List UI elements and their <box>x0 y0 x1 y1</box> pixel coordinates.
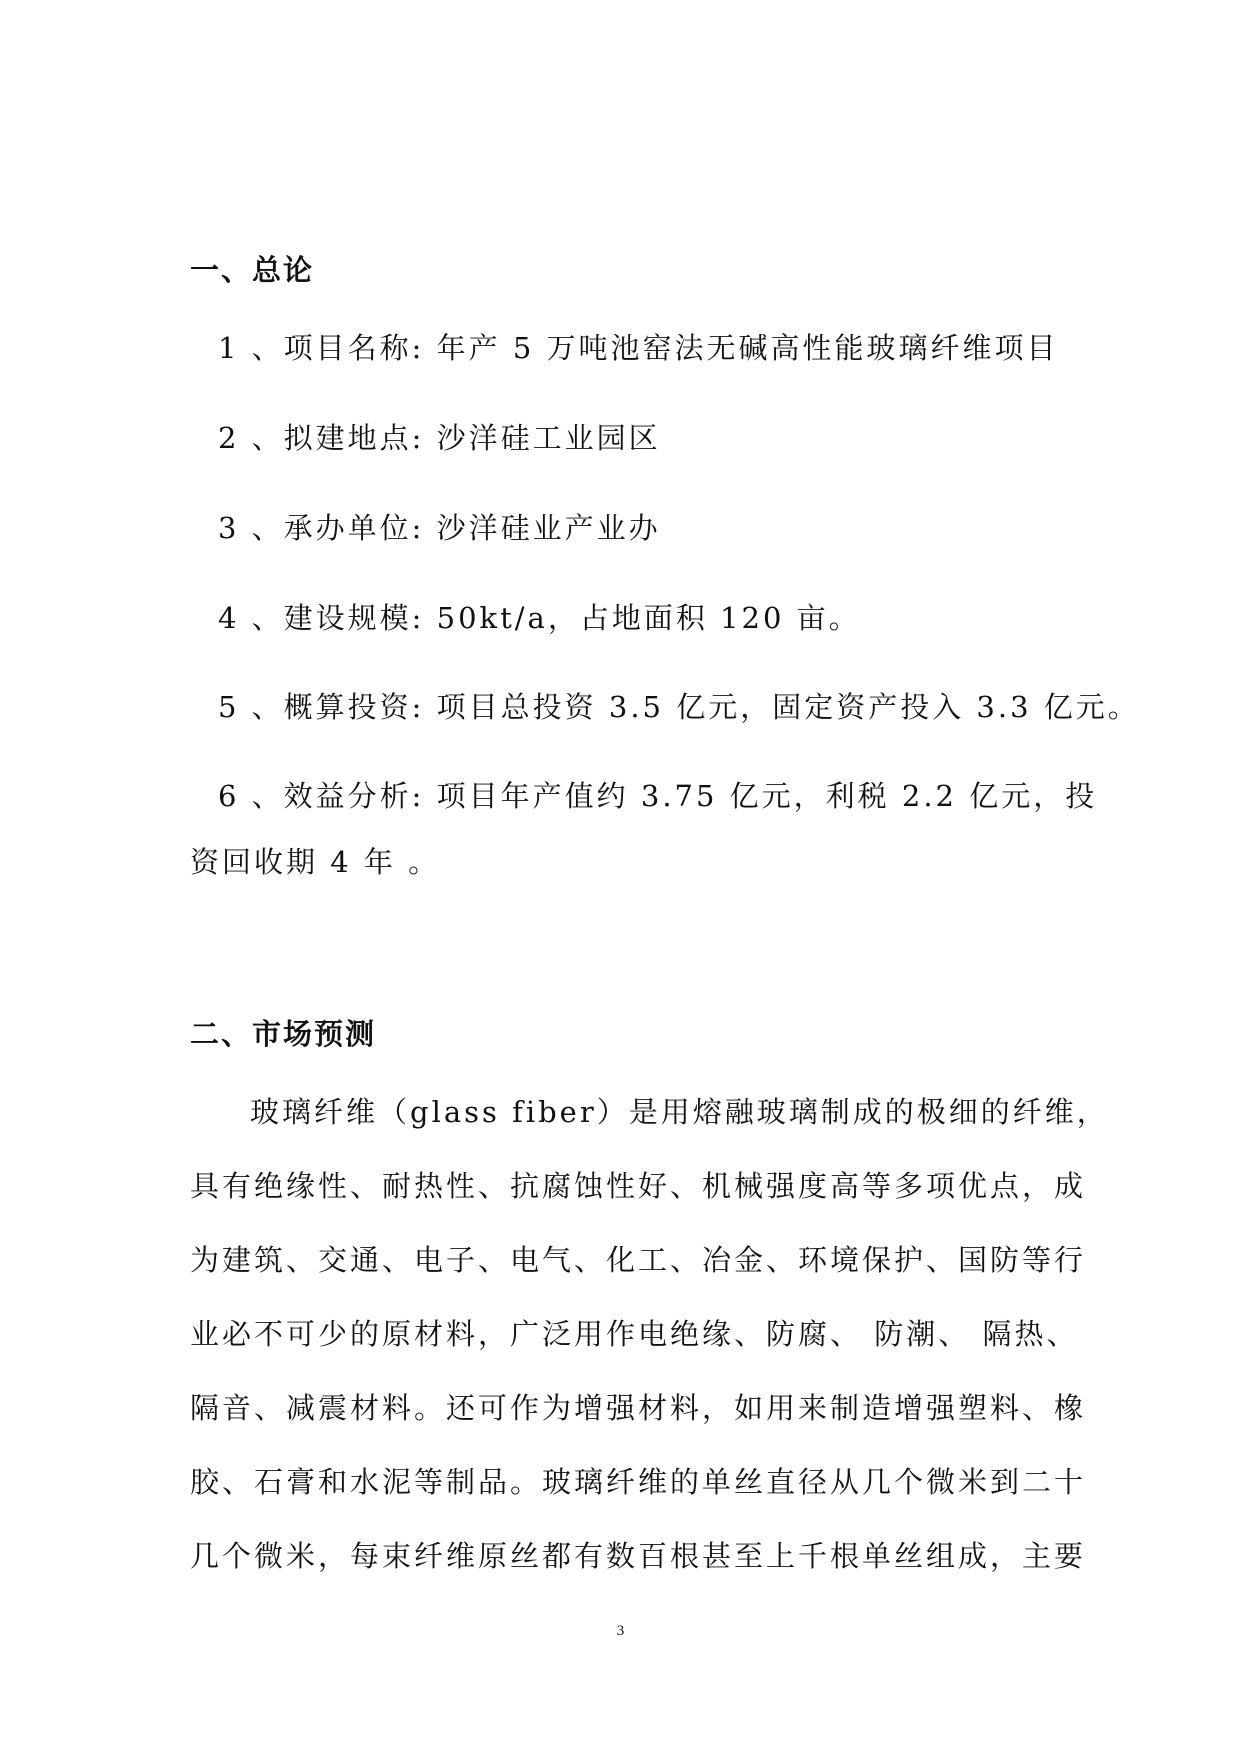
section-heading-market: 二、市场预测 <box>190 1017 377 1051</box>
item-scale: 4 、建设规模: 50kt/a，占地面积 120 亩。 <box>218 601 861 635</box>
paragraph-line: 业必不可少的原材料，广泛用作电绝缘、防腐、 防潮、 隔热、 <box>190 1317 1079 1351</box>
paragraph-line: 隔音、减震材料。还可作为增强材料，如用来制造增强塑料、橡 <box>190 1391 1087 1425</box>
paragraph-line: 具有绝缘性、耐热性、抗腐蚀性好、机械强度高等多项优点，成 <box>190 1169 1087 1203</box>
item-organizer: 3 、承办单位: 沙洋硅业产业办 <box>218 511 661 545</box>
item-location: 2 、拟建地点: 沙洋硅工业园区 <box>218 421 661 455</box>
item-project-name: 1 、项目名称: 年产 5 万吨池窑法无碱高性能玻璃纤维项目 <box>218 331 1059 365</box>
item-investment: 5 、概算投资: 项目总投资 3.5 亿元，固定资产投入 3.3 亿元。 <box>218 690 1140 724</box>
paragraph-line: 玻璃纤维（glass fiber）是用熔融玻璃制成的极细的纤维， <box>250 1095 1109 1129</box>
item-benefit: 6 、效益分析: 项目年产值约 3.75 亿元，利税 2.2 亿元，投 <box>218 779 1098 813</box>
paragraph-line: 几个微米，每束纤维原丝都有数百根甚至上千根单丝组成，主要 <box>190 1539 1087 1573</box>
item-benefit-continuation: 资回收期 4 年 。 <box>190 845 441 879</box>
page-number: 3 <box>616 1623 625 1639</box>
paragraph-line: 胶、石膏和水泥等制品。玻璃纤维的单丝直径从几个微米到二十 <box>190 1465 1087 1499</box>
paragraph-line: 为建筑、交通、电子、电气、化工、冶金、环境保护、国防等行 <box>190 1243 1087 1277</box>
section-heading-general: 一、总论 <box>190 253 315 287</box>
